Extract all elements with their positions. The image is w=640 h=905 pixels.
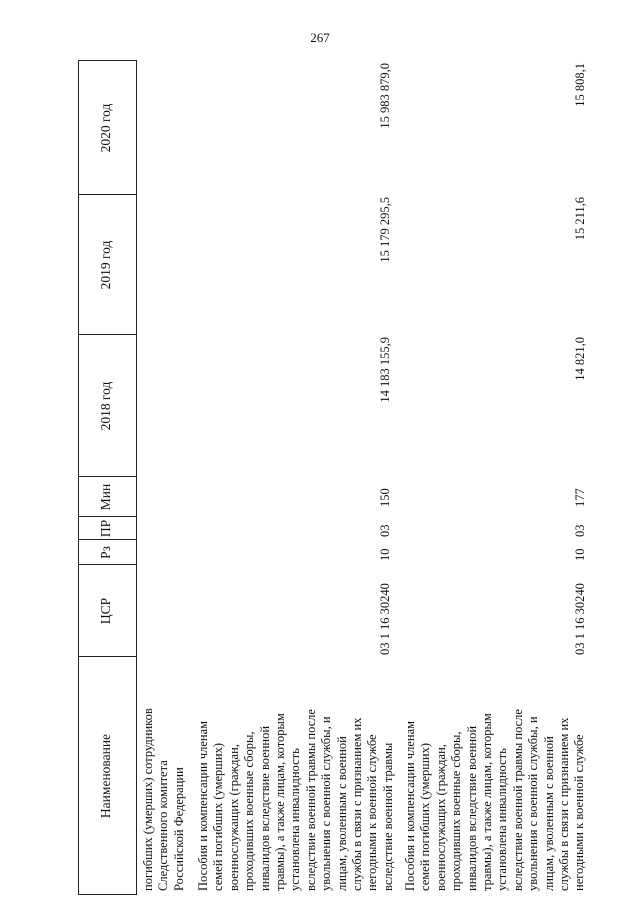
row-2-name-line: службы в связи с признанием их — [557, 717, 572, 891]
row-1-name — [196, 659, 396, 891]
continuation-line: Следственного комитета — [156, 760, 171, 891]
row-2-2018: 14 821,0 — [573, 337, 587, 381]
header-bottom-border — [136, 60, 137, 895]
header-pr: ПР — [98, 519, 113, 538]
header-2018: 2018 год — [98, 381, 113, 431]
header-min: Мин — [98, 483, 113, 511]
row-2-name-line: вследствие военной травмы после — [510, 709, 525, 891]
row-1-name-line: вследствие военной травмы после — [303, 709, 318, 891]
row-2-name-line: лицам, уволенным с военной — [541, 736, 556, 891]
budget-table — [78, 60, 618, 895]
row-1-name-line: семей погибших (умерших) — [211, 742, 226, 891]
header-2019: 2019 год — [98, 240, 113, 290]
continuation-text — [141, 659, 187, 891]
row-1-2018: 14 183 155,9 — [378, 337, 392, 403]
row-1-name-line: лицам, уволенным с военной — [334, 736, 349, 891]
row-2-2020: 15 808,1 — [573, 63, 587, 107]
row-1-name-line: инвалидов вследствие военной — [257, 725, 272, 891]
row-2-csr: 03 1 16 30240 — [573, 583, 587, 655]
row-2-name-line: травмы), а также лицам, которым — [480, 713, 495, 891]
row-2-name-line: негодными к военной службе — [572, 734, 587, 891]
row-1-name-line: установлена инвалидность — [288, 748, 303, 891]
table-top-border — [78, 60, 79, 895]
header-name: Наименование — [98, 733, 113, 819]
row-2-name-line: проходивших военные сборы, — [449, 731, 464, 891]
row-1-name-line: травмы), а также лицам, которым — [273, 713, 288, 891]
row-1-name-line: Пособия и компенсации членам — [196, 720, 210, 891]
row-1-name-line: негодными к военной службе — [365, 734, 380, 891]
row-1-name-line: проходивших военные сборы, — [242, 731, 257, 891]
row-1-min: 150 — [378, 488, 392, 507]
row-2-name-line: семей погибших (умерших) — [418, 742, 433, 891]
header-2020: 2020 год — [98, 103, 113, 153]
row-2-min: 177 — [573, 488, 587, 507]
row-1-2020: 15 983 879,0 — [378, 63, 392, 129]
row-1-2019: 15 179 295,5 — [378, 197, 392, 263]
page-number: 267 — [310, 30, 330, 45]
header-csr: ЦСР — [98, 597, 113, 625]
row-1-name-line: увольнения с военной службы, и — [319, 716, 334, 891]
row-1-name-line: военнослужащих (граждан, — [226, 744, 241, 891]
row-1-name-line: вследствие военной травмы — [380, 742, 395, 891]
continuation-line: Российской Федерации — [171, 767, 186, 891]
row-2-rz: 10 — [573, 548, 587, 561]
row-2-2019: 15 211,6 — [573, 197, 587, 241]
row-2-name-line: инвалидов вследствие военной — [464, 725, 479, 891]
header-rz: Рз — [98, 546, 113, 559]
row-2-name — [403, 659, 588, 891]
row-1-name-line: службы в связи с признанием их — [350, 717, 365, 891]
row-2-name-line: военнослужащих (граждан, — [433, 744, 448, 891]
row-1-pr: 03 — [378, 524, 392, 537]
row-2-name-line: установлена инвалидность — [495, 748, 510, 891]
continuation-line: погибших (умерших) сотрудников — [141, 708, 155, 891]
row-1-csr: 03 1 16 30240 — [378, 583, 392, 655]
row-1-rz: 10 — [378, 548, 392, 561]
row-2-name-line: Пособия и компенсации членам — [403, 720, 417, 891]
row-2-pr: 03 — [573, 524, 587, 537]
row-2-name-line: увольнения с военной службы, и — [526, 716, 541, 891]
